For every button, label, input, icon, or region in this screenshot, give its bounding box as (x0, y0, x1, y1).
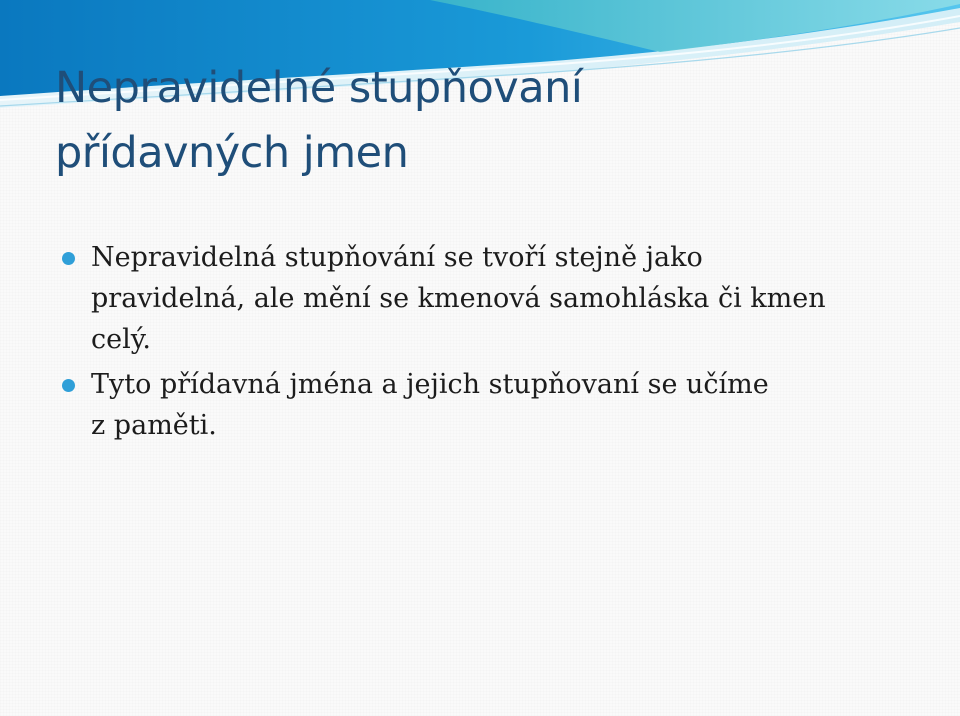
slide-title (55, 56, 915, 186)
bullet-dot-icon (62, 379, 75, 392)
bullet-line: z paměti. (91, 410, 217, 441)
bullet-line: celý. (91, 324, 151, 355)
slide-title-line-2: přídavných jmen (55, 128, 409, 178)
bullet-line: Nepravidelná stupňování se tvoří stejně jako (91, 242, 703, 273)
bullet-list (60, 237, 900, 450)
bullet-line: Tyto přídavná jména a jejich stupňovaní se učíme (91, 369, 769, 400)
slide-title-line-1: Nepravidelné stupňovaní (55, 63, 583, 113)
bullet-line: pravidelná, ale mění se kmenová samohláska či kmen (91, 283, 826, 314)
bullet-dot-icon (62, 252, 75, 265)
bullet-item-1 (60, 237, 900, 360)
bullet-item-2 (60, 364, 900, 446)
